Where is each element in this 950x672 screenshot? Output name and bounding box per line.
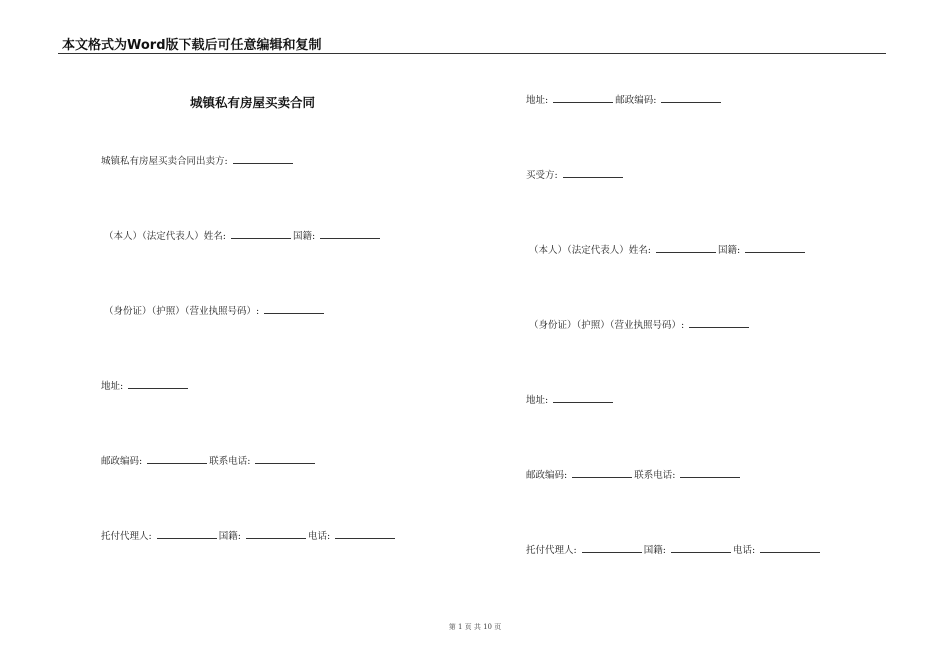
page-header-title: 本文格式为Word版下载后可任意编辑和复制	[62, 38, 322, 53]
field-label: 地址:	[526, 395, 552, 406]
seller-postal-line	[101, 454, 317, 469]
fill-blank[interactable]	[553, 393, 613, 403]
fill-blank[interactable]	[745, 243, 805, 253]
fill-blank[interactable]	[233, 154, 293, 164]
fill-blank[interactable]	[246, 529, 306, 539]
field-label: 买受方:	[526, 170, 561, 181]
field-label: 电话:	[307, 531, 334, 542]
field-label: （身份证）（护照）（营业执照号码）:	[529, 320, 688, 331]
fill-blank[interactable]	[689, 318, 749, 328]
field-label: 电话:	[732, 545, 759, 556]
fill-blank[interactable]	[680, 468, 740, 478]
field-label: 城镇私有房屋买卖合同出卖方:	[101, 156, 231, 167]
fill-blank[interactable]	[656, 243, 716, 253]
seller-address-line	[101, 379, 190, 394]
address-postal-line	[526, 93, 723, 108]
field-label: 国籍:	[218, 531, 244, 542]
field-label: （本人）（法定代表人）姓名:	[104, 231, 229, 242]
field-label: 联系电话:	[209, 456, 254, 467]
field-label: 国籍:	[643, 545, 669, 556]
seller-line	[101, 154, 295, 169]
field-label: 托付代理人:	[101, 531, 155, 542]
field-label: 国籍:	[717, 245, 744, 256]
field-label: （身份证）（护照）（营业执照号码）:	[104, 306, 263, 317]
fill-blank[interactable]	[661, 93, 721, 103]
seller-id-line	[104, 304, 326, 319]
buyer-address-line	[526, 393, 615, 408]
field-label: 托付代理人:	[526, 545, 580, 556]
fill-blank[interactable]	[582, 543, 642, 553]
fill-blank[interactable]	[128, 379, 188, 389]
seller-agent-line	[101, 529, 397, 544]
fill-blank[interactable]	[255, 454, 315, 464]
buyer-postal-line	[526, 468, 742, 483]
fill-blank[interactable]	[231, 229, 291, 239]
header-divider	[58, 53, 886, 54]
document-title: 城镇私有房屋买卖合同	[190, 95, 316, 110]
field-label: 联系电话:	[634, 470, 679, 481]
fill-blank[interactable]	[147, 454, 207, 464]
field-label: 国籍:	[292, 231, 319, 242]
fill-blank[interactable]	[553, 93, 613, 103]
buyer-agent-line	[526, 543, 822, 558]
fill-blank[interactable]	[320, 229, 380, 239]
seller-name-line	[104, 229, 382, 244]
fill-blank[interactable]	[671, 543, 731, 553]
field-label: 邮政编码:	[101, 456, 146, 467]
field-label: 邮政编码:	[615, 95, 660, 106]
fill-blank[interactable]	[264, 304, 324, 314]
page-number: 第 1 页 共 10 页	[448, 623, 502, 631]
buyer-name-line	[529, 243, 807, 258]
buyer-id-line	[529, 318, 751, 333]
fill-blank[interactable]	[572, 468, 632, 478]
fill-blank[interactable]	[760, 543, 820, 553]
field-label: 地址:	[101, 381, 127, 392]
buyer-line	[526, 168, 625, 183]
fill-blank[interactable]	[563, 168, 623, 178]
fill-blank[interactable]	[335, 529, 395, 539]
field-label: 地址:	[526, 95, 552, 106]
field-label: （本人）（法定代表人）姓名:	[529, 245, 654, 256]
fill-blank[interactable]	[157, 529, 217, 539]
field-label: 邮政编码:	[526, 470, 571, 481]
